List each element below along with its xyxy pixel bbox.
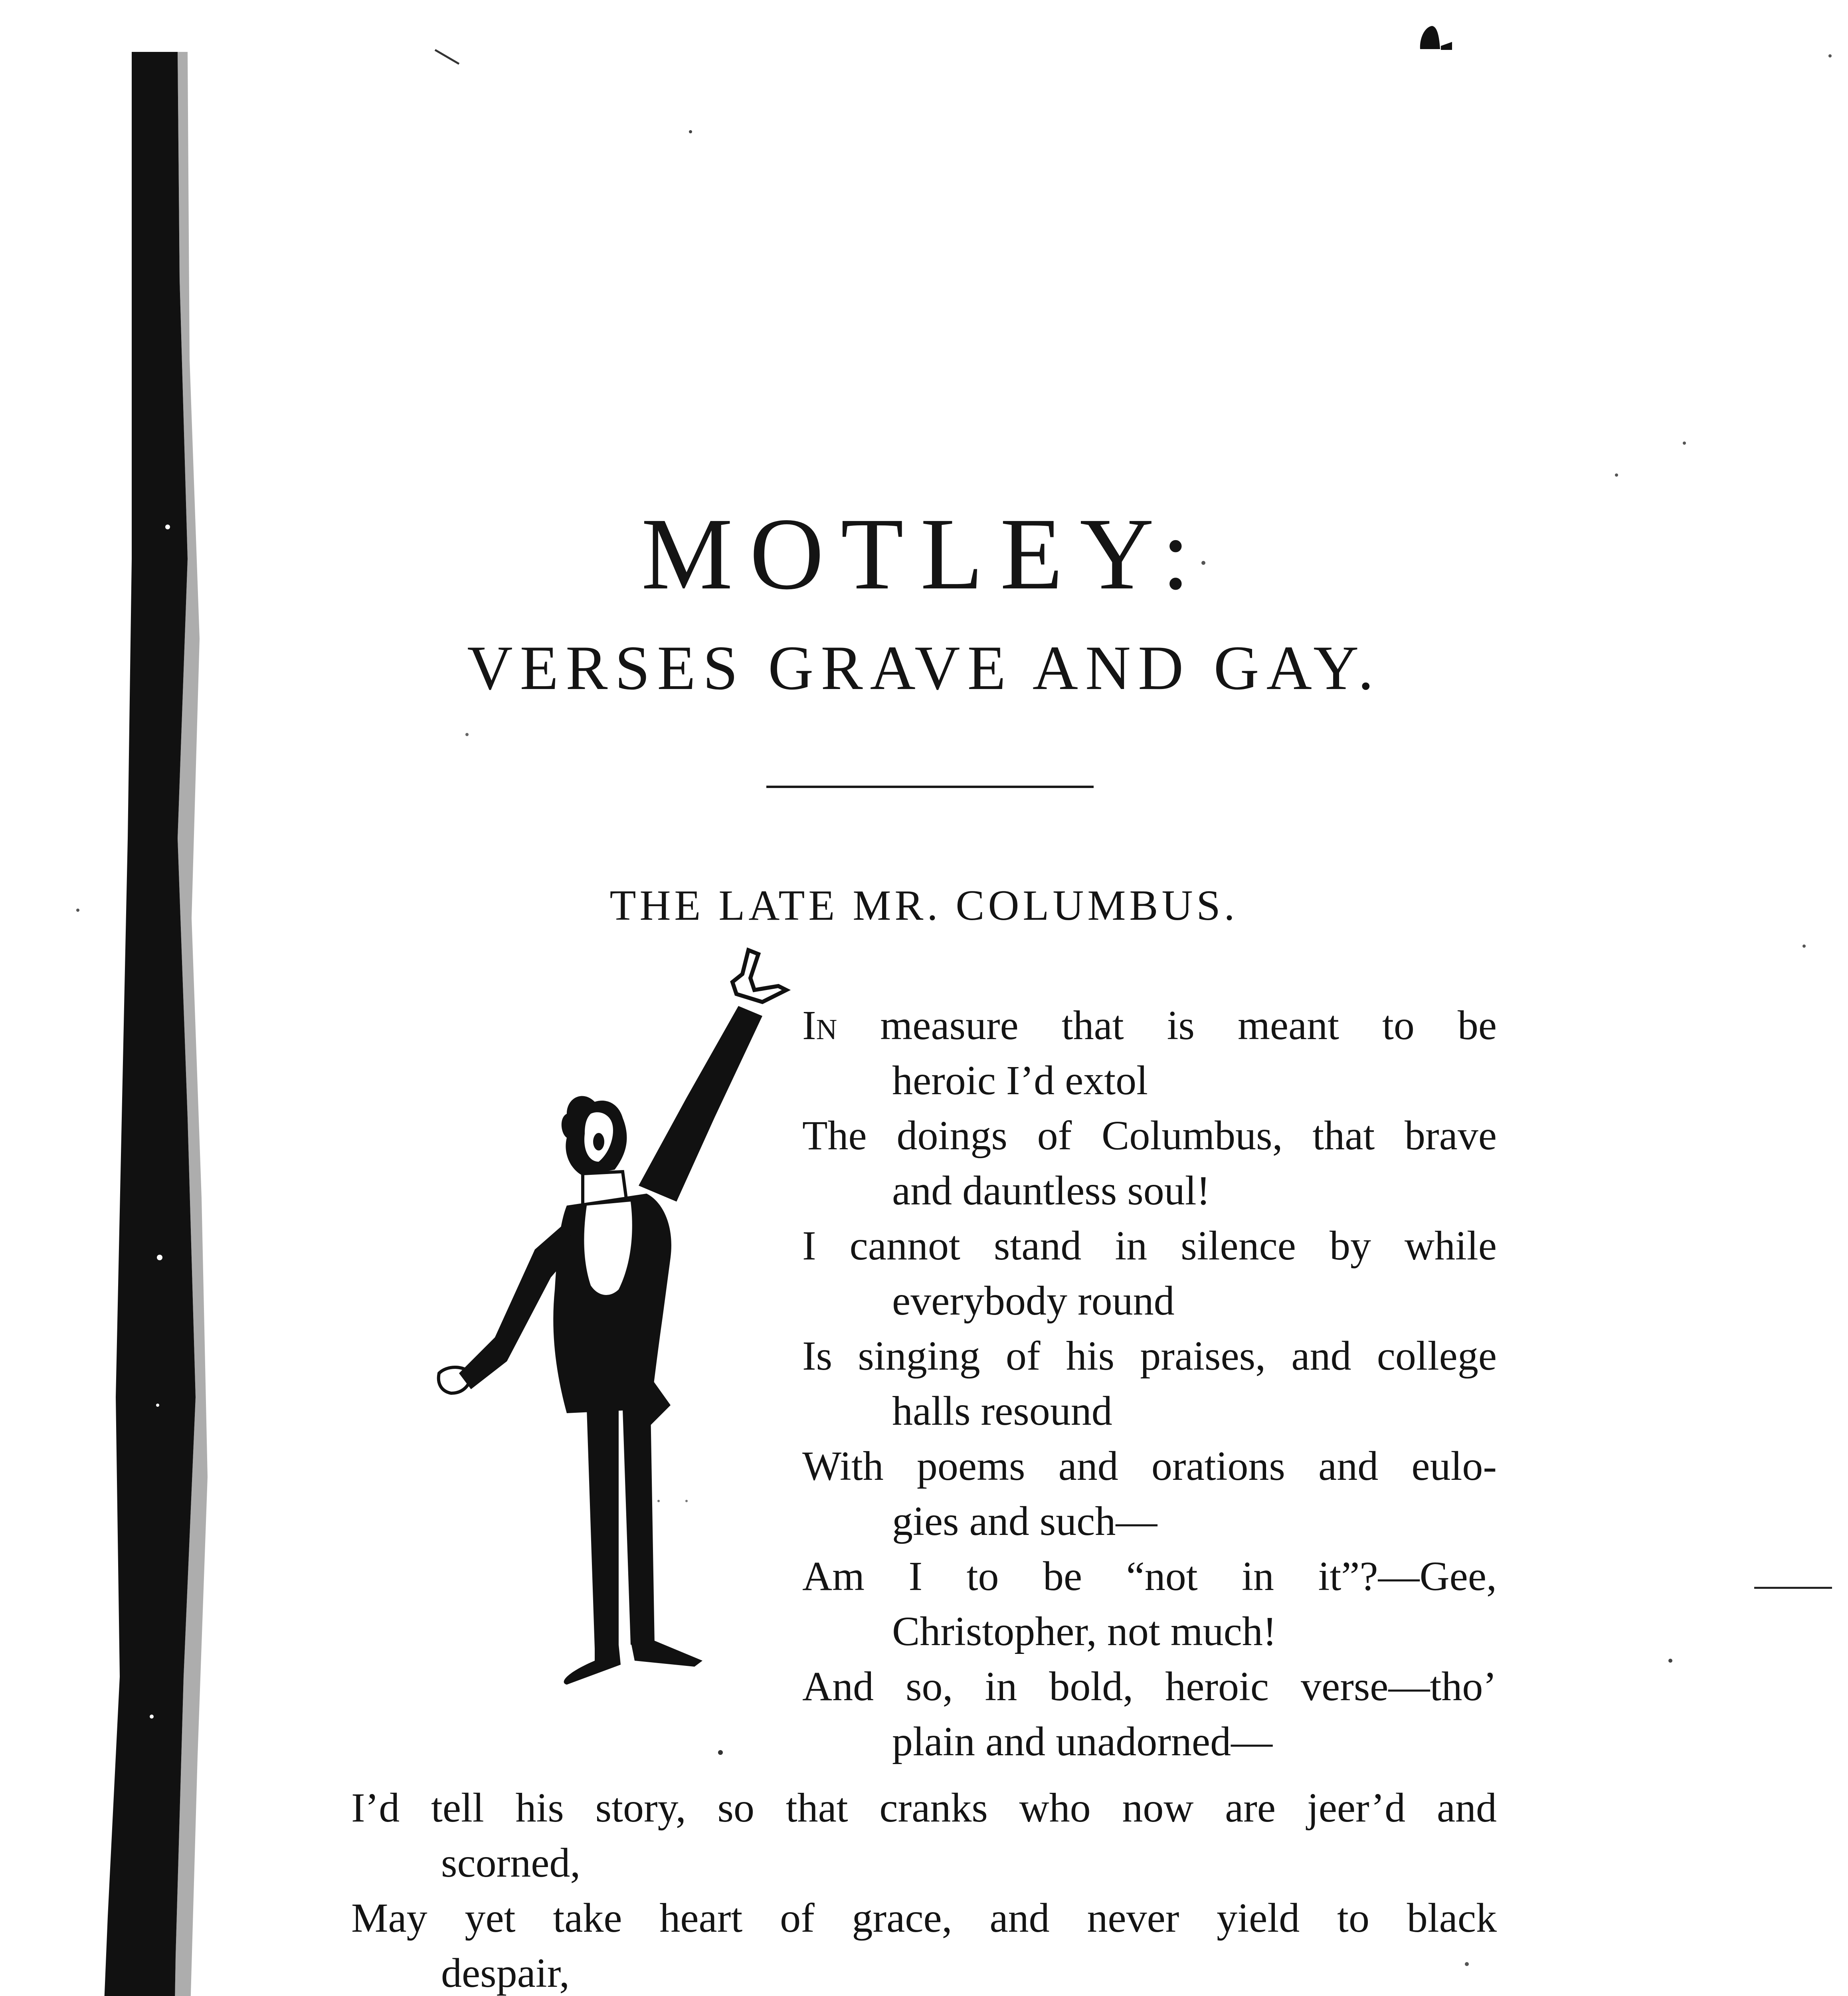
poem-title: THE LATE MR. COLUMBUS. xyxy=(609,882,1239,929)
poem-line-continuation: everybody round xyxy=(892,1278,1175,1324)
poem-line: And so, in bold, heroic verse—tho’ xyxy=(802,1663,1497,1709)
poem-line-continuation: plain and unadorned— xyxy=(892,1719,1273,1764)
poem-stanza-wide xyxy=(351,1780,1497,1996)
poem-line: I cannot stand in silence by while xyxy=(802,1223,1497,1269)
poem-line: The doings of Columbus, that brave xyxy=(802,1113,1497,1158)
drop-initial-word: In xyxy=(802,1002,837,1048)
poem-stanza-narrow xyxy=(802,998,1497,1769)
poem-line-continuation: despair, xyxy=(441,1950,570,1996)
poem-line xyxy=(802,998,1497,1053)
poem-line-continuation: scorned, xyxy=(441,1840,581,1886)
poem-line-continuation: heroic I’d extol xyxy=(892,1057,1148,1103)
book-title: MOTLEY: xyxy=(641,496,1207,611)
poem-line: Am I to be “not in it”?—Gee, xyxy=(802,1553,1497,1599)
ink-blot xyxy=(1417,22,1453,52)
poem-line: With poems and orations and eulo- xyxy=(802,1443,1497,1489)
book-subtitle: VERSES GRAVE AND GAY. xyxy=(467,633,1381,703)
orator-figure-icon xyxy=(343,946,838,1729)
poem-line-continuation: Christopher, not much! xyxy=(892,1608,1277,1654)
poem-line-continuation: halls resound xyxy=(892,1388,1112,1434)
poem-line-text: measure that is meant to be xyxy=(837,1002,1497,1048)
margin-mark xyxy=(1754,1587,1832,1589)
poem-line-continuation: gies and such— xyxy=(892,1498,1157,1544)
poem-line: Is singing of his praises, and college xyxy=(802,1333,1497,1379)
poem-line: I’d tell his story, so that cranks who now are jeer’d and xyxy=(351,1785,1497,1831)
poem-line: May yet take heart of grace, and never yield to black xyxy=(351,1895,1497,1941)
poem-line-continuation: and dauntless soul! xyxy=(892,1168,1211,1214)
title-divider xyxy=(766,786,1094,788)
